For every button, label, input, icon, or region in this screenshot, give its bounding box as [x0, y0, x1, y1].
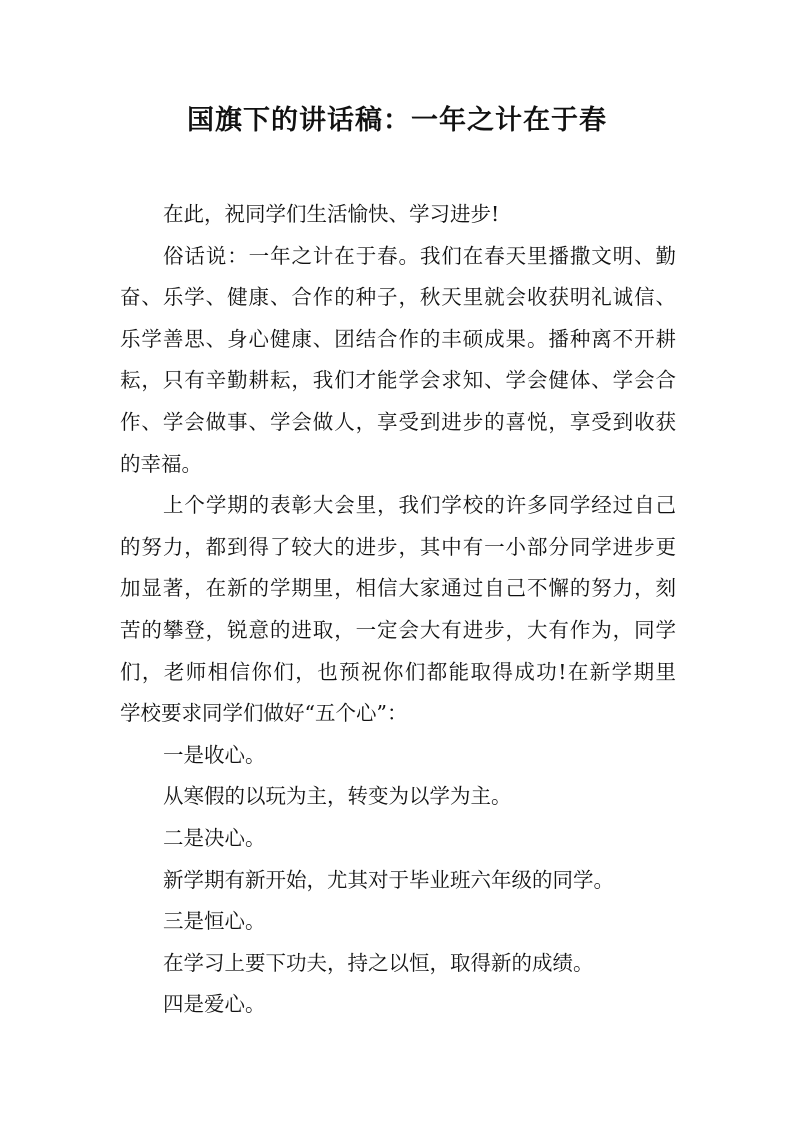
text-line: 耘，只有辛勤耕耘，我们才能学会求知、学会健体、学会合 [120, 368, 676, 393]
text-line: 乐学善思、身心健康、团结合作的丰硕成果。播种离不开耕 [120, 326, 676, 351]
text-line: 奋、乐学、健康、合作的种子，秋天里就会收获明礼诚信、 [120, 285, 676, 310]
text-line: 的幸福。 [120, 451, 202, 476]
text-line: 的努力，都到得了较大的进步，其中有一小部分同学进步更 [120, 534, 676, 559]
text-line: 上个学期的表彰大会里，我们学校的许多同学经过自己 [163, 493, 676, 518]
text-line: 新学期有新开始，尤其对于毕业班六年级的同学。 [163, 867, 614, 892]
text-line: 在学习上要下功夫，持之以恒，取得新的成绩。 [163, 950, 594, 975]
text-line: 加显著，在新的学期里，相信大家通过自己不懈的努力，刻 [120, 576, 676, 601]
text-line: 作、学会做事、学会做人，享受到进步的喜悦，享受到收获 [120, 409, 676, 434]
text-line: 俗话说：一年之计在于春。我们在春天里播撒文明、勤 [163, 243, 676, 268]
text-line: 四是爱心。 [163, 992, 266, 1017]
text-line: 一是收心。 [163, 742, 266, 767]
text-line: 苦的攀登，锐意的进取，一定会大有进步，大有作为，同学 [120, 617, 676, 642]
text-line: 在此，祝同学们生活愉快、学习进步! [163, 202, 500, 226]
document-title: 国旗下的讲话稿：一年之计在于春 [187, 105, 607, 136]
document-body [120, 194, 676, 1026]
text-line: 从寒假的以玩为主，转变为以学为主。 [163, 784, 512, 809]
text-line: 三是恒心。 [163, 909, 266, 934]
text-line: 二是决心。 [163, 825, 266, 850]
text-line: 们，老师相信你们，也预祝你们都能取得成功!在新学期里 [120, 659, 676, 684]
text-line: 学校要求同学们做好“五个心”： [120, 701, 408, 726]
